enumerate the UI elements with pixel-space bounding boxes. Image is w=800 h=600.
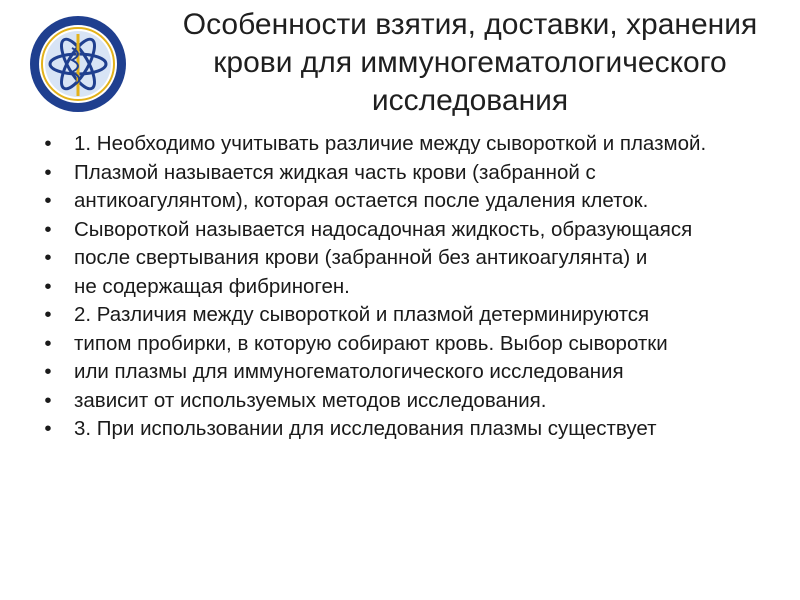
bullet-text: Плазмой называется жидкая часть крови (забранной с bbox=[74, 160, 596, 184]
bullet-text: зависит от используемых методов исследования. bbox=[74, 388, 547, 412]
bullet-item bbox=[38, 187, 778, 216]
bullet-text: типом пробирки, в которую собирают кровь. Выбор сыворотки bbox=[74, 331, 668, 355]
bullet-dot: • bbox=[44, 189, 52, 212]
bullet-item bbox=[38, 301, 778, 330]
bullet-text: 3. При использовании для исследования плазмы существует bbox=[74, 417, 657, 440]
bullet-dot: • bbox=[44, 246, 52, 269]
bullet-item bbox=[38, 358, 778, 387]
bullet-dot: • bbox=[44, 331, 52, 355]
bullet-dot: • bbox=[44, 274, 52, 298]
bullet-item bbox=[38, 216, 778, 245]
bullet-dot: • bbox=[44, 217, 52, 241]
bullet-item bbox=[38, 387, 778, 416]
bullet-text: или плазмы для иммуногематологического исследования bbox=[74, 360, 624, 383]
emblem-logo bbox=[28, 14, 128, 114]
bullet-item bbox=[38, 130, 778, 159]
bullet-text: 2. Различия между сывороткой и плазмой детерминируются bbox=[74, 303, 650, 326]
bullet-dot: • bbox=[44, 303, 52, 326]
bullet-text: не содержащая фибриноген. bbox=[74, 274, 350, 298]
bullet-dot: • bbox=[44, 417, 52, 440]
bullet-item bbox=[38, 273, 778, 302]
bullet-item bbox=[38, 159, 778, 188]
bullet-text: антикоагулянтом), которая остается после удаления клеток. bbox=[74, 189, 649, 212]
bullet-text: 1. Необходимо учитывать различие между сывороткой и плазмой. bbox=[74, 132, 707, 155]
bullet-item bbox=[38, 415, 778, 444]
bullet-text: после свертывания крови (забранной без антикоагулянта) и bbox=[74, 246, 648, 269]
bullet-item bbox=[38, 244, 778, 273]
bullet-list bbox=[38, 130, 778, 444]
slide-title: Особенности взятия, доставки, хранения крови для иммуногематологического исследования bbox=[182, 8, 758, 117]
bullet-dot: • bbox=[44, 388, 52, 412]
bullet-dot: • bbox=[44, 160, 52, 184]
bullet-dot: • bbox=[44, 132, 52, 155]
bullet-item bbox=[38, 330, 778, 359]
bullet-text: Сывороткой называется надосадочная жидкость, образующаяся bbox=[74, 217, 693, 241]
bullet-dot: • bbox=[44, 360, 52, 383]
